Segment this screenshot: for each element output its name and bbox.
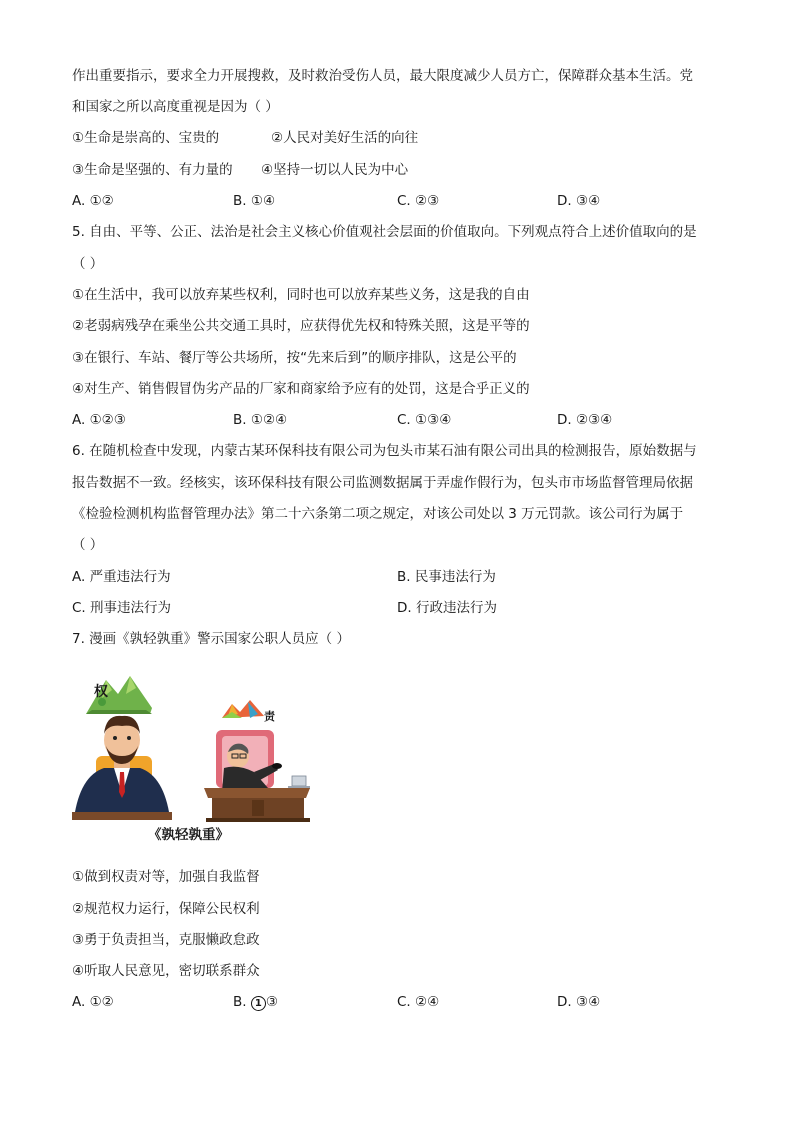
q7-stem-line1: 7. 漫画《孰轻孰重》警示国家公职人员应（ ） [72, 631, 350, 647]
q4-stem-line1: 作出重要指示，要求全力开展搜救，及时救治受伤人员，最大限度减少人员方亡，保障群众基本生活。党 [72, 68, 693, 84]
circled-one-mark: 1 [251, 996, 266, 1011]
q4-statement-2: ②人民对美好生活的向往 [271, 130, 419, 146]
q4-statement-4: ④坚持一切以人民为中心 [261, 162, 409, 178]
cartoon-quan-label: 权 [94, 684, 108, 700]
q5-statement-2: ②老弱病残孕在乘坐公共交通工具时，应获得优先权和特殊关照，这是平等的 [72, 318, 530, 334]
q7-option-d: D. ③④ [557, 994, 601, 1010]
q4-stem-line2: 和国家之所以高度重视是因为（ ） [72, 99, 279, 115]
q6-stem-line2: 报告数据不一致。经核实，该环保科技有限公司监测数据属于弄虚作假行为，包头市市场监督管理局依据 [72, 475, 693, 491]
cartoon-ze-label: 责 [264, 710, 275, 723]
q5-option-b: B. ①②④ [233, 412, 288, 428]
q7-option-c: C. ②④ [397, 994, 440, 1010]
q7-option-b [233, 992, 278, 1012]
q6-option-b: B. 民事违法行为 [397, 569, 496, 585]
q5-option-a: A. ①②③ [72, 412, 126, 428]
q7-statement-2: ②规范权力运行，保障公民权利 [72, 901, 260, 917]
cartoon-caption: 《孰轻孰重》 [148, 827, 229, 843]
q7-statement-3: ③勇于负责担当，克服懒政怠政 [72, 932, 260, 948]
q6-stem-line1: 6. 在随机检查中发现，内蒙古某环保科技有限公司为包头市某石油有限公司出具的检测报告，原始数据与 [72, 443, 697, 459]
q7-option-b-prefix: B. [233, 994, 251, 1010]
q5-stem-line1: 5. 自由、平等、公正、法治是社会主义核心价值观社会层面的价值取向。下列观点符合上述价值取向的是 [72, 224, 697, 240]
q5-option-c: C. ①③④ [397, 412, 452, 428]
q4-option-b: B. ①④ [233, 193, 276, 209]
official-figure-right [204, 730, 310, 822]
q5-statement-1: ①在生活中，我可以放弃某些权利，同时也可以放弃某些义务，这是我的自由 [72, 287, 530, 303]
q5-stem-line2: （ ） [72, 256, 104, 272]
q5-option-d: D. ②③④ [557, 412, 613, 428]
q6-option-c: C. 刑事违法行为 [72, 600, 172, 616]
q7-statement-1: ①做到权责对等，加强自我监督 [72, 869, 260, 885]
official-figure-left [72, 716, 172, 820]
q5-statement-3: ③在银行、车站、餐厅等公共场所，按“先来后到”的顺序排队，这是公平的 [72, 350, 517, 366]
responsibility-mountain-icon [222, 700, 264, 718]
q4-statement-3: ③生命是坚强的、有力量的 [72, 162, 233, 178]
q6-stem-line4: （ ） [72, 537, 104, 553]
q7-statement-4: ④听取人民意见，密切联系群众 [72, 963, 260, 979]
q4-option-c: C. ②③ [397, 193, 440, 209]
q5-statement-4: ④对生产、销售假冒伪劣产品的厂家和商家给予应有的处罚，这是合乎正义的 [72, 381, 530, 397]
cartoon-image [72, 668, 312, 848]
q4-statement-1: ①生命是崇高的、宝贵的 [72, 130, 220, 146]
q4-option-d: D. ③④ [557, 193, 601, 209]
q6-option-d: D. 行政违法行为 [397, 600, 497, 616]
q6-option-a: A. 严重违法行为 [72, 569, 171, 585]
q7-option-a: A. ①② [72, 994, 114, 1010]
q4-option-a: A. ①② [72, 193, 114, 209]
q6-stem-line3: 《检验检测机构监督管理办法》第二十六条第二项之规定，对该公司处以 3 万元罚款。该公司行为属于 [72, 506, 684, 522]
q7-option-b-suffix: ③ [265, 994, 278, 1010]
